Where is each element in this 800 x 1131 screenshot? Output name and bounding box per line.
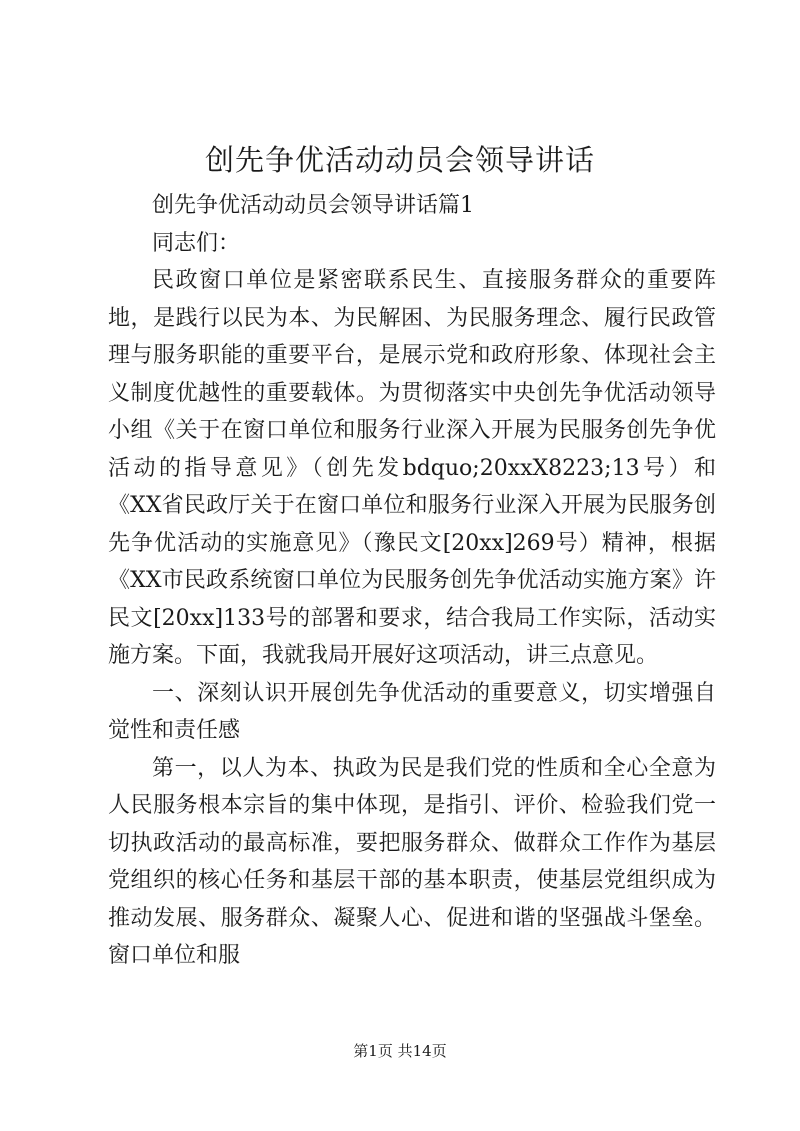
document-body	[108, 187, 716, 975]
paragraph: 民政窗口单位是紧密联系民生、直接服务群众的重要阵地，是践行以民为本、为民解困、为民服务理念、履行民政管理与服务职能的重要平台，是展示党和政府形象、体现社会主义制度优越性的重要载体。为贯彻落实中央创先争优活动领导小组《关于在窗口单位和服务行业深入开展为民服务创先争优活动的指导意见》（创先发bdquo;20xxX8223;13号）和《XX省民政厅关于在窗口单位和服务行业深入开展为民服务创先争优活动的实施意见》（豫民文[20xx]269号）精神，根据《XX市民政系统窗口单位为民服务创先争优活动实施方案》许民文[20xx]133号的部署和要求，结合我局工作实际，活动实施方案。下面，我就我局开展好这项活动，讲三点意见。	[108, 268, 716, 668]
document-title: 创先争优活动动员会领导讲话	[204, 143, 595, 177]
page-number-footer: 第1页 共14页	[353, 1042, 447, 1060]
document-subtitle: 创先争优活动动员会领导讲话篇1	[152, 193, 474, 218]
salutation: 同志们：	[152, 230, 241, 256]
section-heading: 一、深刻认识开展创先争优活动的重要意义，切实增强自觉性和责任感	[108, 680, 716, 743]
paragraph: 第一，以人为本、执政为民是我们党的性质和全心全意为人民服务根本宗旨的集中体现，是指引、评价、检验我们党一切执政活动的最高标准，要把服务群众、做群众工作作为基层党组织的核心任务和基层干部的基本职责，使基层党组织成为推动发展、服务群众、凝聚人心、促进和谐的坚强战斗堡垒。窗口单位和服	[108, 755, 716, 968]
